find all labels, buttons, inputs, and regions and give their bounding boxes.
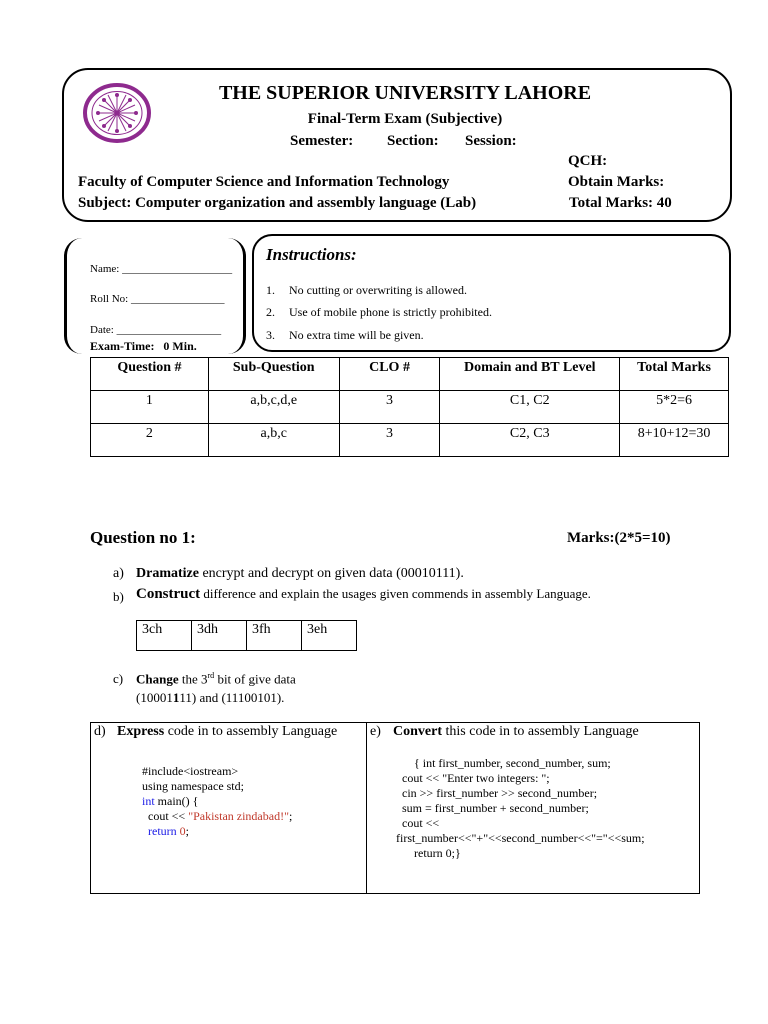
university-title: THE SUPERIOR UNIVERSITY LAHORE bbox=[218, 82, 592, 104]
code-text: ; bbox=[288, 809, 293, 823]
item-a-verb: Dramatize bbox=[136, 566, 199, 581]
item-b bbox=[136, 586, 591, 603]
item-d bbox=[117, 724, 337, 740]
code-line: sum = first_number + second_number; bbox=[396, 801, 589, 815]
faculty-name: Faculty of Computer Science and Information Technology bbox=[78, 174, 450, 190]
table-cell: 3 bbox=[339, 391, 440, 424]
session-label: Session: bbox=[465, 133, 517, 149]
qch-label: QCH: bbox=[568, 153, 608, 169]
item-c-label: c) bbox=[113, 671, 124, 686]
semester-label: Semester: bbox=[290, 133, 354, 149]
code-line: #include<iostream> bbox=[142, 764, 239, 778]
hex-cell: 3eh bbox=[302, 621, 357, 651]
instruction-number: 3. bbox=[266, 328, 275, 342]
table-cell: C2, C3 bbox=[440, 424, 620, 457]
code-line bbox=[142, 809, 292, 824]
instruction-item: No cutting or overwriting is allowed. bbox=[289, 283, 467, 297]
code-line: cin >> first_number >> second_number; bbox=[396, 786, 598, 800]
instruction-item: No extra time will be given. bbox=[289, 328, 424, 342]
item-c-line2 bbox=[136, 690, 284, 706]
section-label: Section: bbox=[387, 133, 439, 149]
table-row bbox=[91, 391, 729, 424]
hex-values-table bbox=[136, 620, 357, 651]
item-e bbox=[393, 724, 639, 740]
item-a-label: a) bbox=[113, 566, 124, 581]
hex-cell: 3ch bbox=[137, 621, 192, 651]
item-e-verb: Convert bbox=[393, 724, 442, 739]
instruction-number: 2. bbox=[266, 305, 275, 319]
item-c-data-post: 11) and (11100101). bbox=[179, 690, 285, 705]
table-cell: a,b,c bbox=[208, 424, 339, 457]
marks-table bbox=[90, 357, 729, 457]
subject-name: Subject: Computer organization and assembly language (Lab) bbox=[78, 195, 477, 211]
code-line: cout << bbox=[396, 816, 440, 830]
code-block-convert bbox=[396, 756, 645, 861]
question-1-marks: Marks:(2*5=10) bbox=[567, 530, 671, 546]
code-keyword: int bbox=[142, 794, 155, 808]
code-number: 0 bbox=[176, 824, 186, 838]
obtain-marks-label: Obtain Marks: bbox=[568, 174, 665, 190]
instruction-number: 1. bbox=[266, 283, 275, 297]
code-text: main() { bbox=[154, 794, 199, 808]
code-keyword: return bbox=[142, 824, 177, 838]
table-cell: 5*2=6 bbox=[620, 391, 729, 424]
code-line bbox=[142, 794, 292, 809]
table-row bbox=[91, 424, 729, 457]
item-a-text: encrypt and decrypt on given data (00010111). bbox=[198, 566, 464, 581]
code-string: "Pakistan zindabad!" bbox=[188, 809, 289, 823]
name-field[interactable]: Name: ____________________ bbox=[90, 263, 233, 275]
item-e-text: this code in to assembly Language bbox=[442, 724, 639, 739]
item-b-text: difference and explain the usages given commends in assembly Language. bbox=[200, 586, 591, 601]
hex-cell: 3dh bbox=[192, 621, 247, 651]
item-b-verb: Construct bbox=[136, 586, 201, 602]
item-c-superscript: rd bbox=[207, 671, 215, 680]
code-line: first_number<<"+"<<second_number<<"="<<sum; bbox=[396, 831, 645, 845]
item-c bbox=[136, 671, 296, 687]
code-line: { int first_number, second_number, sum; bbox=[396, 756, 611, 770]
item-c-data: (10001 bbox=[136, 690, 173, 705]
column-header: Sub-Question bbox=[208, 358, 339, 391]
table-cell: 3 bbox=[339, 424, 440, 457]
table-cell: C1, C2 bbox=[440, 391, 620, 424]
column-header: CLO # bbox=[339, 358, 440, 391]
total-marks: Total Marks: 40 bbox=[569, 195, 672, 211]
code-text: cout << bbox=[142, 809, 189, 823]
exam-time: Exam-Time: 0 Min. bbox=[90, 339, 197, 353]
item-a bbox=[136, 566, 464, 582]
item-c-text: the 3 bbox=[178, 671, 208, 687]
hex-cell: 3fh bbox=[247, 621, 302, 651]
column-header: Question # bbox=[91, 358, 209, 391]
code-line: using namespace std; bbox=[142, 779, 244, 793]
item-d-label: d) bbox=[94, 724, 106, 739]
instructions-title: Instructions: bbox=[266, 245, 357, 264]
table-row bbox=[137, 621, 357, 651]
instruction-item: Use of mobile phone is strictly prohibited. bbox=[289, 305, 492, 319]
column-header: Total Marks bbox=[620, 358, 729, 391]
table-cell: 8+10+12=30 bbox=[620, 424, 729, 457]
item-d-text: code in to assembly Language bbox=[164, 724, 338, 739]
column-header: Domain and BT Level bbox=[440, 358, 620, 391]
table-cell: 2 bbox=[91, 424, 209, 457]
code-line: cout << "Enter two integers: "; bbox=[396, 771, 550, 785]
code-block-cpp bbox=[142, 764, 292, 839]
item-c-verb: Change bbox=[136, 671, 179, 687]
table-header-row bbox=[91, 358, 729, 391]
item-d-verb: Express bbox=[117, 724, 165, 739]
roll-no-field[interactable]: Roll No: _________________ bbox=[90, 293, 225, 305]
question-1-title: Question no 1: bbox=[90, 528, 196, 547]
code-divider bbox=[366, 722, 367, 894]
code-text: ; bbox=[185, 824, 189, 838]
item-c-text-post: bit of give data bbox=[214, 671, 296, 687]
item-c-bit: 1 bbox=[172, 690, 180, 705]
code-line bbox=[142, 824, 292, 839]
item-b-label: b) bbox=[113, 589, 124, 604]
item-e-label: e) bbox=[370, 724, 381, 739]
code-line: return 0;} bbox=[396, 846, 461, 860]
table-cell: a,b,c,d,e bbox=[208, 391, 339, 424]
date-field[interactable]: Date: ___________________ bbox=[90, 324, 222, 336]
exam-title: Final-Term Exam (Subjective) bbox=[307, 111, 503, 127]
table-cell: 1 bbox=[91, 391, 209, 424]
